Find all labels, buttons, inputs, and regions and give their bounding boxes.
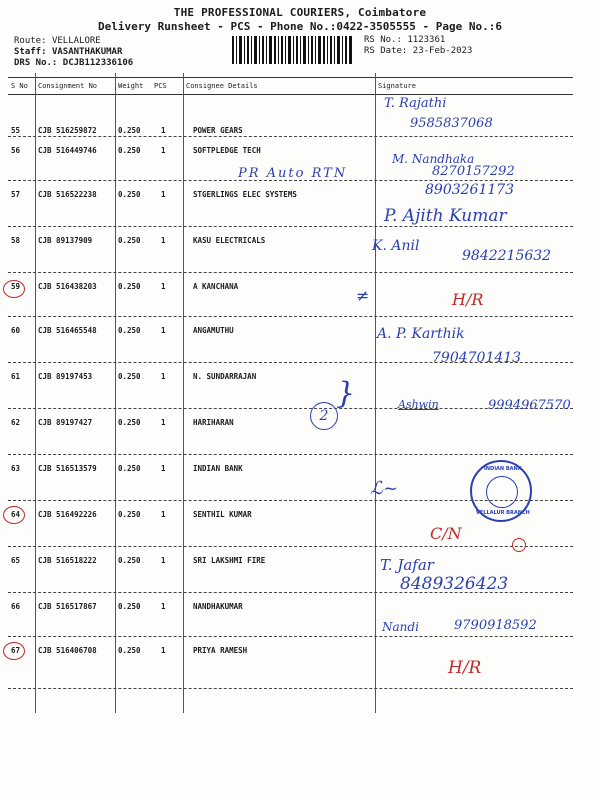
rs-no-value: 1123361 xyxy=(407,35,446,45)
cell-consignment: CJB 516465548 xyxy=(38,326,97,335)
route-label: Route: xyxy=(14,36,47,46)
cell-consignment: CJB 516518222 xyxy=(38,556,97,565)
signature-row-57: P. Ajith Kumar xyxy=(384,206,507,226)
column-divider xyxy=(375,73,376,713)
cell-consignee: NANDHAKUMAR xyxy=(193,602,243,611)
phone-row-66: 9790918592 xyxy=(454,618,537,633)
cell-weight: 0.250 xyxy=(118,556,141,565)
row-separator xyxy=(8,688,573,689)
staff-line xyxy=(14,47,122,57)
red-circle-sno-67 xyxy=(3,642,25,660)
phone-row-56: 8270157292 xyxy=(432,164,515,179)
col-weight: Weight xyxy=(118,82,144,90)
cell-consignee: ANGAMUTHU xyxy=(193,326,234,335)
cell-weight: 0.250 xyxy=(118,282,141,291)
rs-date-label: RS Date: xyxy=(364,46,408,56)
signature-row-66: Nandi xyxy=(382,620,419,634)
cell-pcs: 1 xyxy=(161,418,166,427)
cell-weight: 0.250 xyxy=(118,236,141,245)
signature-row-63: ℒ~ xyxy=(370,478,399,499)
cell-consignment: CJB 89137909 xyxy=(38,236,93,245)
row-separator xyxy=(8,636,573,637)
cell-pcs: 1 xyxy=(161,464,166,473)
col-sno: S No xyxy=(11,82,28,90)
cell-consignment: CJB 89197427 xyxy=(38,418,93,427)
column-divider xyxy=(115,73,116,713)
company-title: THE PROFESSIONAL COURIERS, Coimbatore xyxy=(173,6,427,19)
column-divider xyxy=(183,73,184,713)
cell-consignee: INDIAN BANK xyxy=(193,464,243,473)
note-row-56: PR Auto RTN xyxy=(238,166,348,181)
phone-row-60: 7904701413 xyxy=(432,350,522,366)
cell-consignee: SENTHIL KUMAR xyxy=(193,510,252,519)
cell-weight: 0.250 xyxy=(118,146,141,155)
cell-sno: 61 xyxy=(11,372,21,381)
cell-pcs: 1 xyxy=(161,126,166,135)
col-signature: Signature xyxy=(378,82,416,90)
row-separator xyxy=(8,316,573,317)
signature-row-58: K. Anil xyxy=(372,238,420,254)
cell-pcs: 1 xyxy=(161,602,166,611)
brace-rows-61-62: } xyxy=(336,376,356,411)
red-circle-sno-64 xyxy=(3,506,25,524)
signature-row-56: M. Nandhaka xyxy=(392,152,475,166)
phone-row-65: 8489326423 xyxy=(400,574,509,594)
row-separator xyxy=(8,454,573,455)
cell-consignment: CJB 516522238 xyxy=(38,190,97,199)
cell-sno: 57 xyxy=(11,190,21,199)
cell-weight: 0.250 xyxy=(118,464,141,473)
cell-consignment: CJB 89197453 xyxy=(38,372,93,381)
cell-sno: 62 xyxy=(11,418,21,427)
cell-consignment: CJB 516259872 xyxy=(38,126,97,135)
cell-sno: 60 xyxy=(11,326,21,335)
cell-sno: 66 xyxy=(11,602,21,611)
cell-weight: 0.250 xyxy=(118,126,141,135)
stamp-inner-ring xyxy=(486,476,518,508)
cn-row-64: C/N xyxy=(430,524,462,543)
cell-consignment: CJB 516513579 xyxy=(38,464,97,473)
cell-pcs: 1 xyxy=(161,236,166,245)
red-circle-sno-59 xyxy=(3,280,25,298)
cell-pcs: 1 xyxy=(161,510,166,519)
phone-row-57: 8903261173 xyxy=(425,182,515,198)
cell-consignment: CJB 516517867 xyxy=(38,602,97,611)
cell-weight: 0.250 xyxy=(118,418,141,427)
stamp-top-text: INDIAN BANK xyxy=(484,466,522,472)
signature-row-65: T. Jafar xyxy=(380,556,434,574)
table-header xyxy=(8,77,573,95)
phone-row-55: 9585837068 xyxy=(410,116,493,131)
row-separator xyxy=(8,136,573,137)
cell-consignee: STGERLINGS ELEC SYSTEMS xyxy=(193,190,297,199)
cell-pcs: 1 xyxy=(161,556,166,565)
col-pcs: PCS xyxy=(154,82,167,90)
cell-pcs: 1 xyxy=(161,372,166,381)
cell-consignee: N. SUNDARRAJAN xyxy=(193,372,257,381)
cell-pcs: 1 xyxy=(161,646,166,655)
row-separator xyxy=(8,272,573,273)
cell-consignee: SOFTPLEDGE TECH xyxy=(193,146,261,155)
signature-row-60: A. P. Karthik xyxy=(377,326,465,342)
route-value: VELLALORE xyxy=(51,36,101,46)
hr-row-59: H/R xyxy=(452,290,484,309)
phone-row-62: 9994967570 xyxy=(488,398,571,413)
rs-date-line xyxy=(364,46,472,56)
row-separator xyxy=(8,226,573,227)
route-line xyxy=(14,36,101,46)
cell-pcs: 1 xyxy=(161,326,166,335)
signature-row-55: T. Rajathi xyxy=(384,96,447,111)
signature-row-62: Ashwin xyxy=(398,398,439,411)
cell-consignment: CJB 516449746 xyxy=(38,146,97,155)
stamp-bottom-text: VELLALUR BRANCH xyxy=(476,510,530,516)
cell-sno: 55 xyxy=(11,126,21,135)
cell-consignment: CJB 516406708 xyxy=(38,646,97,655)
rs-no-label: RS No.: xyxy=(364,35,402,45)
cell-pcs: 1 xyxy=(161,146,166,155)
runsheet-title: Delivery Runsheet - PCS - Phone No.:0422-3505555 - Page No.:6 xyxy=(98,20,502,33)
phone-row-58: 9842215632 xyxy=(462,248,552,264)
column-divider xyxy=(35,73,36,713)
drs-value: DCJB112336106 xyxy=(62,58,134,68)
cell-weight: 0.250 xyxy=(118,190,141,199)
cell-weight: 0.250 xyxy=(118,372,141,381)
col-consignment: Consignment No xyxy=(38,82,98,90)
circled-number: 2 xyxy=(310,402,338,430)
red-circle-mark xyxy=(512,538,526,552)
drs-line xyxy=(14,58,133,68)
cell-pcs: 1 xyxy=(161,190,166,199)
scribble-row-59: ≠ xyxy=(356,286,370,305)
staff-value: VASANTHAKUMAR xyxy=(51,47,123,57)
cell-weight: 0.250 xyxy=(118,510,141,519)
rs-date-value: 23-Feb-2023 xyxy=(412,46,473,56)
cell-consignee: A KANCHANA xyxy=(193,282,239,291)
hr-row-67: H/R xyxy=(448,658,482,678)
cell-weight: 0.250 xyxy=(118,602,141,611)
row-separator xyxy=(8,546,573,547)
cell-sno: 58 xyxy=(11,236,21,245)
cell-pcs: 1 xyxy=(161,282,166,291)
cell-weight: 0.250 xyxy=(118,646,141,655)
cell-sno: 56 xyxy=(11,146,21,155)
cell-sno: 63 xyxy=(11,464,21,473)
cell-consignee: POWER GEARS xyxy=(193,126,243,135)
cell-consignee: HARIHARAN xyxy=(193,418,234,427)
cell-consignee: PRIYA RAMESH xyxy=(193,646,248,655)
cell-sno: 64 xyxy=(11,510,21,519)
cell-sno: 65 xyxy=(11,556,21,565)
cell-consignment: CJB 516438203 xyxy=(38,282,97,291)
cell-weight: 0.250 xyxy=(118,326,141,335)
cell-consignment: CJB 516492226 xyxy=(38,510,97,519)
cell-sno: 59 xyxy=(11,282,21,291)
cell-consignee: SRI LAKSHMI FIRE xyxy=(193,556,266,565)
staff-label: Staff: xyxy=(14,47,47,57)
drs-label: DRS No.: xyxy=(14,58,58,68)
cell-sno: 67 xyxy=(11,646,21,655)
cell-consignee: KASU ELECTRICALS xyxy=(193,236,266,245)
rs-no-line xyxy=(364,35,445,45)
barcode-image xyxy=(232,36,352,64)
bank-stamp xyxy=(470,460,532,522)
col-consignee: Consignee Details xyxy=(186,82,258,90)
